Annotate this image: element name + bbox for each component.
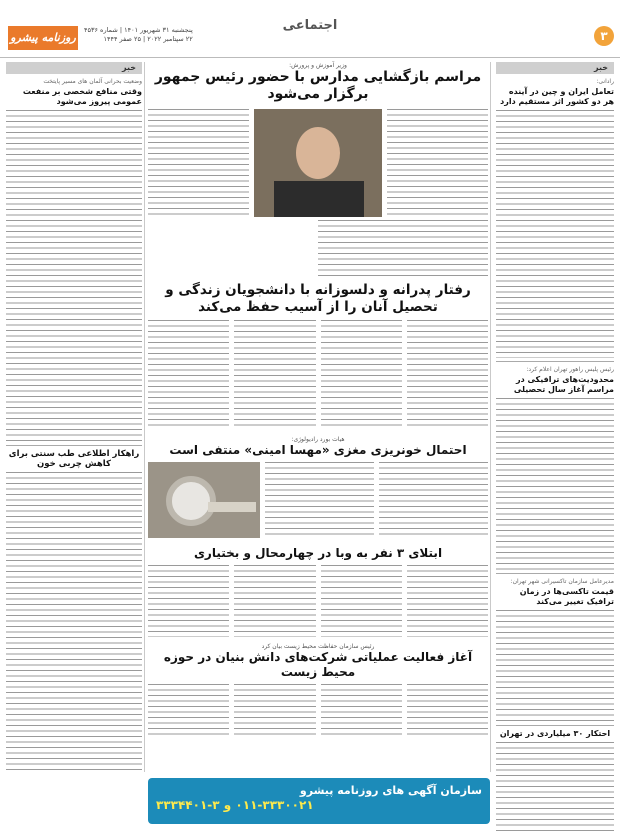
article-cholera <box>148 546 488 637</box>
article-body-text <box>148 565 229 637</box>
news-body-text <box>496 110 614 358</box>
article-kicker: رئیس سازمان حفاظت محیط زیست بیان کرد <box>261 643 375 650</box>
article-body-text <box>265 462 374 538</box>
news-headline: وقتی منافع شخصی بر منفعت عمومی پیروز می‌شود <box>22 87 142 106</box>
article-kicker: وزیر آموزش و پرورش: <box>289 62 347 69</box>
ad-title: سازمان آگهی های روزنامه پیشرو <box>299 784 482 797</box>
news-kicker: وضعیت بحرانی آلمان های مسیر پایتخت <box>43 78 142 85</box>
ct-scanner-bed <box>208 502 256 512</box>
article-body-text <box>407 320 488 428</box>
news-body-text <box>496 398 614 570</box>
article-body-text <box>234 565 315 637</box>
article-body-text <box>148 109 249 217</box>
article-body-text <box>407 565 488 637</box>
news-kicker: رئیس پلیس راهور تهران اعلام کرد: <box>526 366 614 373</box>
article-students <box>148 282 488 428</box>
date-line: ۲۲ سپتامبر ۲۰۲۲ | ۲۵ صفر ۱۴۴۴ <box>103 35 193 43</box>
news-headline: تعامل ایران و چین در آینده هر دو کشور اثر مستقیم دارد <box>500 87 614 106</box>
news-band-label: خبر <box>121 63 136 72</box>
ct-scan-photo <box>148 462 260 538</box>
left-news-column <box>6 62 142 832</box>
news-band <box>6 62 142 74</box>
article-body-text <box>318 220 488 276</box>
news-headline: محدودیت‌های ترافیکی در مراسم آغاز سال تحصیلی <box>513 375 614 394</box>
article-body-text <box>234 320 315 428</box>
right-news-column <box>496 62 614 832</box>
masthead <box>8 26 193 52</box>
minister-photo <box>254 109 382 217</box>
article-body-text <box>379 462 488 538</box>
main-articles <box>148 62 488 738</box>
news-body-text <box>496 610 614 722</box>
article-body-text <box>321 320 402 428</box>
news-body-text <box>6 110 142 442</box>
issue-dates <box>84 26 193 44</box>
ad-phone-numbers: ۰۱۱-۳۳۳۰۰۲۱ و ۳-۳۳۳۴۴۰۱ <box>156 798 314 812</box>
column-divider <box>144 62 145 772</box>
article-body-text <box>321 684 402 738</box>
column-divider <box>490 62 491 772</box>
article-body-text <box>321 565 402 637</box>
newspaper-logo: روزنامه پیشرو <box>8 26 78 50</box>
date-line: پنجشنبه ۳۱ شهریور ۱۴۰۱ | شماره ۴۵۳۶ <box>84 26 193 34</box>
article-body-text <box>148 684 229 738</box>
article-kicker: هیات بورد رادیولوژی: <box>291 436 345 443</box>
section-title: اجتماعی <box>282 18 338 33</box>
article-headline: مراسم بازگشایی مدارس با حضور رئیس جمهور برگزار می‌شود <box>154 69 482 102</box>
article-environment <box>148 643 488 738</box>
article-headline: آغاز فعالیت عملیاتی شرکت‌های دانش بنیان در حوزه محیط زیست <box>163 650 473 679</box>
article-headline: رفتار پدرانه و دلسوزانه با دانشجویان زندگی و تحصیل آنان را از آسیب حفظ می‌کند <box>165 282 471 315</box>
news-headline: قیمت تاکسی‌ها در زمان ترافیک تغییر می‌کند <box>519 587 614 606</box>
advertisement-banner[interactable] <box>148 778 490 824</box>
page-number: ۳ <box>594 26 614 46</box>
news-headline: احتکار ۳۰ میلیاردی در تهران <box>499 729 611 738</box>
article-body-text <box>148 320 229 428</box>
article-radiology <box>148 436 488 538</box>
news-kicker: رادانی: <box>596 78 614 85</box>
portrait-suit <box>274 181 364 217</box>
portrait-face <box>296 127 340 179</box>
news-headline: راهکار اطلاعی طب سنتی برای کاهش چربی خون <box>8 449 140 469</box>
page-header <box>0 0 620 58</box>
article-body-text <box>387 109 488 217</box>
news-body-text <box>496 742 614 832</box>
news-body-text <box>6 472 142 772</box>
article-headline: احتمال خونریزی مغزی «مهسا امینی» منتفی است <box>169 443 467 457</box>
news-kicker: مدیرعامل سازمان تاکسیرانی شهر تهران: <box>510 578 614 585</box>
article-school-opening <box>148 62 488 276</box>
news-band <box>496 62 614 74</box>
article-body-text <box>407 684 488 738</box>
ct-scanner-ring <box>166 476 216 526</box>
article-headline: ابتلای ۳ نفر به وبا در چهارمحال و بختیاری <box>193 546 443 560</box>
article-body-text <box>234 684 315 738</box>
news-band-label: خبر <box>593 63 608 72</box>
